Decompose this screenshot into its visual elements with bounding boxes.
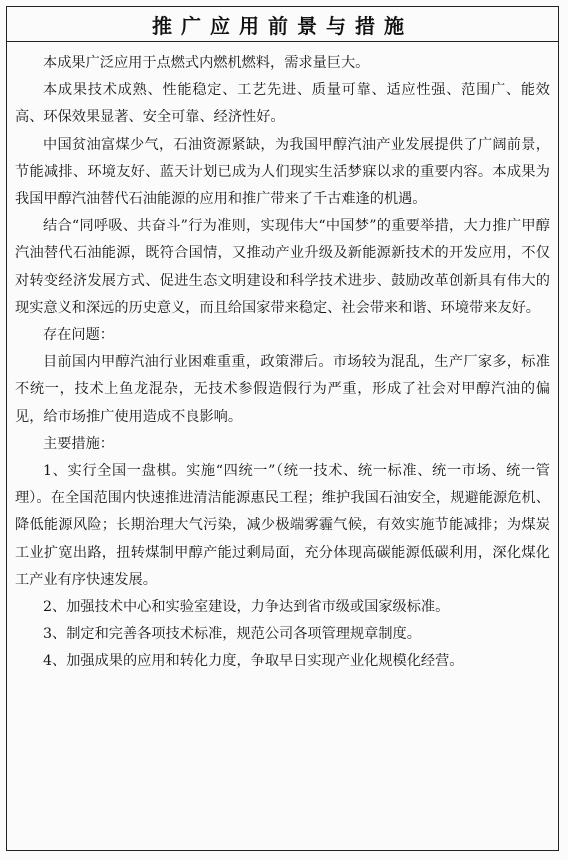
title-row: [7, 7, 558, 42]
measure-item-4: 4、加强成果的应用和转化力度，争取早日实现产业化规模化经营。: [43, 653, 464, 670]
heading-measures: 主要措施：: [43, 435, 114, 452]
paragraph-features: 本成果技术成熟、性能稳定、工艺先进、质量可靠、适应性强、范围广、能效高、环保效果显著、安全可靠、经济性好。: [15, 82, 550, 126]
paragraph-significance: 结合“同呼吸、共奋斗”行为准则，实现伟大“中国梦”的重要举措，大力推广甲醇汽油替代石油能源，既符合国情，又推动产业升级及新能源新技术的开发应用，不仅对转变经济发展方式、促进生态文明建设和科学技术进步、鼓励改革创新具有伟大的现实意义和深远的历史意义，而且给国家带来稳定、社会带来和谐、环境带来友好。: [15, 218, 550, 316]
heading-problems: 存在问题：: [43, 327, 114, 344]
measure-item-2: 2、加强技术中心和实验室建设，力争达到省市级或国家级标准。: [43, 599, 450, 616]
paragraph-usage: 本成果广泛应用于点燃式内燃机燃料，需求量巨大。: [43, 55, 370, 71]
content-body: [7, 44, 558, 850]
paragraph-problems: 目前国内甲醇汽油行业困难重重，政策滞后。市场较为混乱，生产厂家多，标准不统一，技术上鱼龙混杂，无技术参假造假行为严重，形成了社会对甲醇汽油的偏见，给市场推广使用造成不良影响。: [15, 354, 550, 425]
measure-item-1: 1、实行全国一盘棋。实施“四统一”（统一技术、统一标准、统一市场、统一管理）。在全国范围内快速推进清洁能源惠民工程；维护我国石油安全，规避能源危机、降低能源风险；长期治理大气污染，减少极端雾霾气候，有效实施节能减排；为煤炭工业扩宽出路，扭转煤制甲醇产能过剩局面，充分体现高碳能源低碳利用，深化煤化工产业有序快速发展。: [15, 463, 550, 588]
page-title: 推广应用前景与措施: [152, 13, 413, 38]
bordered-table: [6, 6, 559, 851]
paragraph-prospects: 中国贫油富煤少气，石油资源紧缺，为我国甲醇汽油产业发展提供了广阔前景，节能减排、环境友好、蓝天计划已成为人们现实生活梦寐以求的重要内容。本成果为我国甲醇汽油替代石油能源的应用和推广带来了千古难逢的机遇。: [15, 136, 550, 208]
measure-item-3: 3、制定和完善各项技术标准，规范公司各项管理规章制度。: [43, 626, 421, 643]
